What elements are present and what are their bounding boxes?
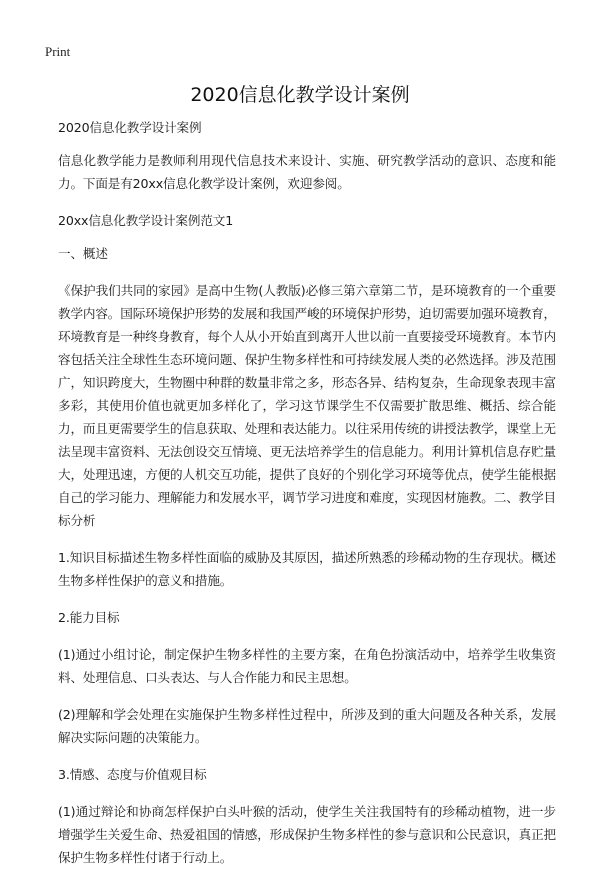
ability-goal-heading: 2.能力目标 bbox=[58, 610, 120, 625]
ability-goal-item-2: (2)理解和学会处理在实施保护生物多样性过程中，所涉及到的重大问题及各种关系，发展解决实际问题的决策能力。 bbox=[58, 707, 556, 745]
overview-paragraph: 《保护我们共同的家园》是高中生物(人教版)必修三第六章第二节，是环境教育的一个重要教学内容。国际环境保护形势的发展和我国严峻的环境保护形势，迫切需要加强环境教育，环境教育是一种终身教育，每个人从小开始直到离开人世以前一直要接受环境教育。本节内容包括关注全球性生态环境问题、保护生物多样性和可持续发展人类的必然选择。涉及范围广，知识跨度大，生物圈中种群的数量非常之多，形态各异、结构复杂，生命现象表现丰富多彩，其使用价值也就更加多样化了，学习这节课学生不仅需要扩散思维、概括、综合能力，而且更需要学生的信息获取、处理和表达能力。以往采用传统的讲授法教学，课堂上无法呈现丰富资料、无法创设交互情境、更无法培养学生的信息能力。利用计算机信息存贮量大，处理迅速，方便的人机交互功能，提供了良好的个别化学习环境等优点，使学生能根据自己的学习能力、理解能力和发展水平，调节学习进度和难度，实现因材施教。二、教学目标分析 bbox=[58, 283, 556, 528]
print-link[interactable]: Print bbox=[45, 44, 71, 59]
emotion-goal-item-1: (1)通过辩论和协商怎样保护白头叶猴的活动，使学生关注我国特有的珍稀动植物，进一步增强学生关爱生命、热爱祖国的情感，形成保护生物多样性的参与意识和公民意识，真正把保护生物多样性付诸于行动上。 bbox=[58, 804, 556, 865]
example-heading: 20xx信息化教学设计案例范文1 bbox=[58, 213, 234, 228]
intro-paragraph: 信息化教学能力是教师利用现代信息技术来设计、实施、研究教学活动的意识、态度和能力。下面是有20xx信息化教学设计案例，欢迎参阅。 bbox=[58, 153, 556, 191]
emotion-goal-heading: 3.情感、态度与价值观目标 bbox=[58, 767, 207, 782]
page-title: 2020信息化教学设计案例 bbox=[190, 84, 410, 106]
section-heading-overview: 一、概述 bbox=[58, 246, 108, 261]
ability-goal-item-1: (1)通过小组讨论，制定保护生物多样性的主要方案，在角色扮演活动中，培养学生收集资料、处理信息、口头表达、与人合作能力和民主思想。 bbox=[58, 647, 556, 685]
subtitle: 2020信息化教学设计案例 bbox=[58, 120, 202, 135]
article-body bbox=[58, 116, 556, 869]
knowledge-goal-paragraph: 1.知识目标描述生物多样性面临的威胁及其原因，描述所熟悉的珍稀动物的生存现状。概述生物多样性保护的意义和措施。 bbox=[58, 550, 556, 588]
